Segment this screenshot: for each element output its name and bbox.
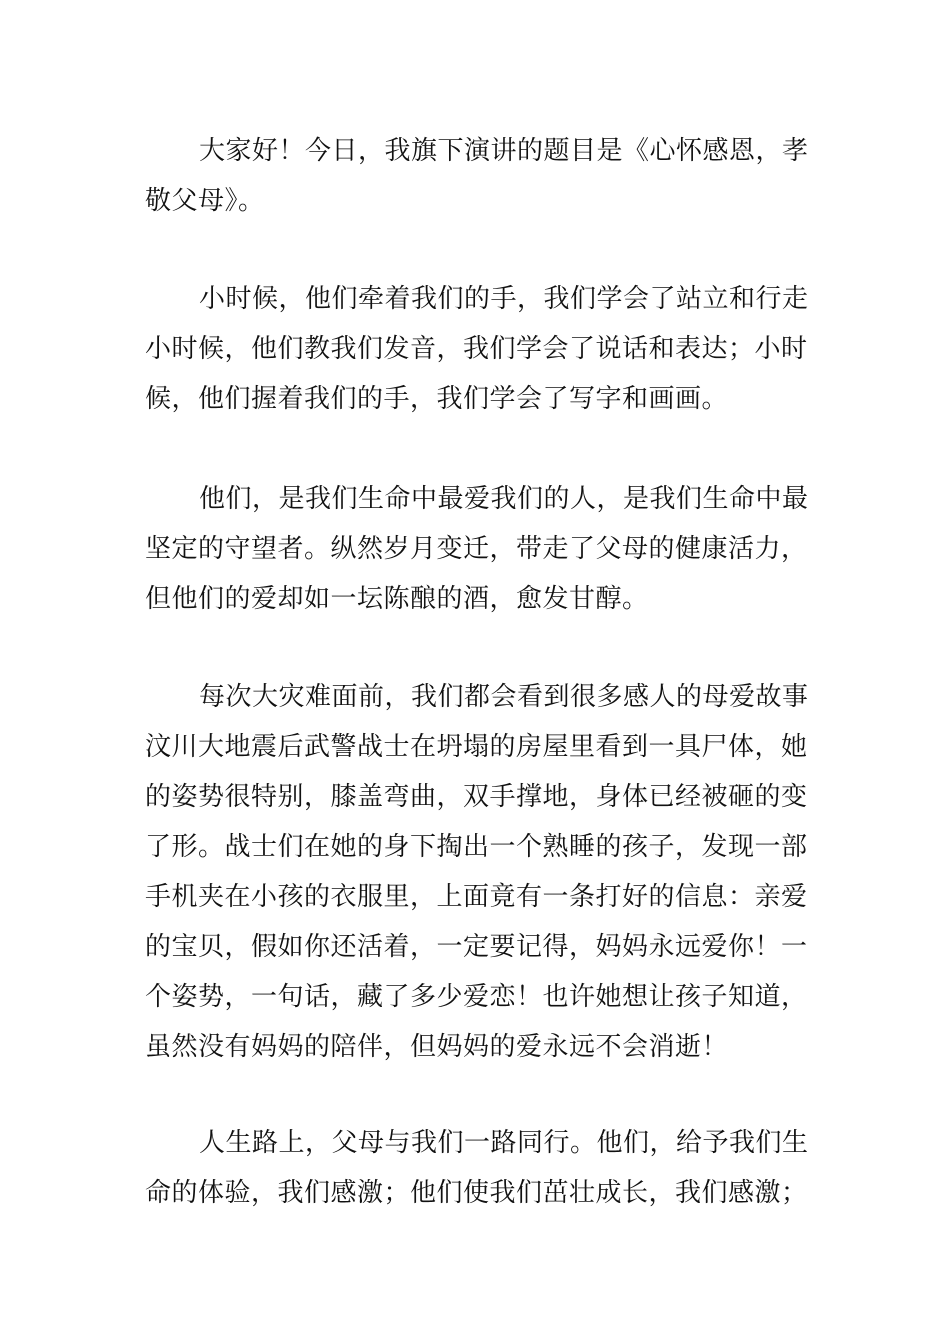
paragraph-parents-love bbox=[145, 474, 810, 624]
text-line: 手机夹在小孩的衣服里，上面竟有一条打好的信息：亲爱 bbox=[145, 882, 808, 912]
text-line: 候，他们握着我们的手，我们学会了写字和画画。 bbox=[145, 384, 729, 414]
paragraph-life-journey bbox=[145, 1118, 810, 1218]
text-line: 人生路上，父母与我们一路同行。他们，给予我们生 bbox=[199, 1128, 809, 1158]
text-line: 个姿势，一句话，藏了多少爱恋！也许她想让孩子知道， bbox=[145, 982, 808, 1012]
text-line: 敬父母》。 bbox=[145, 186, 265, 216]
text-line: 每次大灾难面前，我们都会看到很多感人的母爱故事 bbox=[199, 682, 809, 712]
text-line: 他们，是我们生命中最爱我们的人，是我们生命中最 bbox=[199, 484, 809, 514]
text-line: 但他们的爱却如一坛陈酿的酒，愈发甘醇。 bbox=[145, 584, 649, 614]
text-line: 了形。战士们在她的身下掏出一个熟睡的孩子，发现一部 bbox=[145, 832, 808, 862]
text-line: 的姿势很特别，膝盖弯曲，双手撑地，身体已经被砸的变 bbox=[145, 782, 808, 812]
paragraph-greeting bbox=[145, 126, 810, 226]
text-line: 虽然没有妈妈的陪伴，但妈妈的爱永远不会消逝！ bbox=[145, 1032, 729, 1062]
text-line: 小时候，他们教我们发音，我们学会了说话和表达；小时 bbox=[145, 334, 808, 364]
paragraph-earthquake-story bbox=[145, 672, 810, 1072]
text-line: 的宝贝，假如你还活着，一定要记得，妈妈永远爱你！一 bbox=[145, 932, 808, 962]
text-line: 命的体验，我们感激；他们使我们茁壮成长，我们感激； bbox=[145, 1178, 808, 1208]
paragraph-childhood bbox=[145, 274, 810, 424]
text-line: 小时候，他们牵着我们的手，我们学会了站立和行走 bbox=[199, 284, 809, 314]
text-line: 大家好！今日，我旗下演讲的题目是《心怀感恩，孝 bbox=[199, 136, 809, 166]
text-line: 汶川大地震后武警战士在坍塌的房屋里看到一具尸体，她 bbox=[145, 732, 808, 762]
text-line: 坚定的守望者。纵然岁月变迁，带走了父母的健康活力， bbox=[145, 534, 808, 564]
